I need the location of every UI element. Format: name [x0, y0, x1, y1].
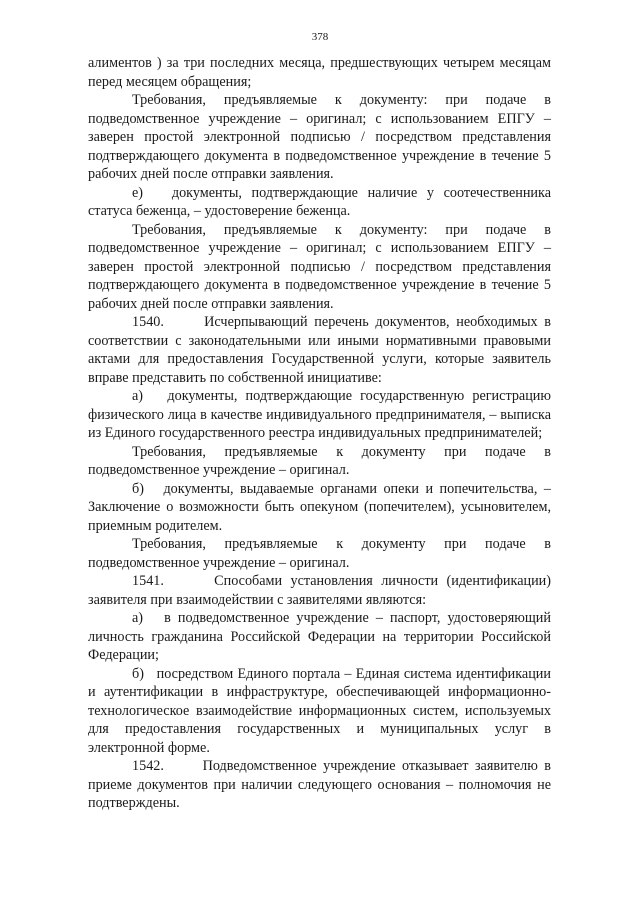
- paragraph-alimony-continuation: алиментов ) за три последних месяца, предшествующих четырем месяцам перед месяцем обращения;: [88, 55, 551, 90]
- paragraph-requirements-3: Требования, предъявляемые к документу при подаче в подведомственное учреждение – оригинал.: [88, 443, 551, 478]
- paragraph-item-a-entrepreneur: а) документы, подтверждающие государственную регистрацию физического лица в качестве индивидуального предпринимателя, – выписка из Единого государственного реестра индивидуальных предпринимателей;: [88, 388, 551, 441]
- paragraph-requirements-2: Требования, предъявляемые к документу: при подаче в подведомственное учреждение – оригинал; с использованием ЕПГУ – заверен простой электронной подписью / посредством представления подтверждающего документа в подведомственное учреждение в течение 5 рабочих дней после отправки заявления.: [88, 221, 551, 312]
- paragraph-clause-1542: 1542. Подведомственное учреждение отказывает заявителю в приеме документов при наличии следующего основания – полномочия не подтверждены.: [88, 758, 551, 811]
- document-body: [88, 54, 551, 813]
- paragraph-item-a-passport: а) в подведомственное учреждение – паспорт, удостоверяющий личность гражданина Российской Федерации на территории Российской Федерации;: [88, 610, 551, 663]
- paragraph-item-b-esia: б) посредством Единого портала – Единая система идентификации и аутентификации в инфраструктуре, обеспечивающей информационно-технологическое взаимодействие информационных систем, используемых для предоставления государственных и муниципальных услуг в электронной форме.: [88, 665, 551, 756]
- paragraph-clause-1540: 1540. Исчерпывающий перечень документов, необходимых в соответствии с законодательными или иными нормативными правовыми актами для предоставления Государственной услуги, которые заявитель вправе представить по собственной инициативе:: [88, 314, 551, 386]
- paragraph-item-b-guardianship: б) документы, выдаваемые органами опеки и попечительства, – Заключение о возможности быть опекуном (попечителем), усыновителем, приемным родителем.: [88, 480, 551, 534]
- paragraph-requirements-4: Требования, предъявляемые к документу при подаче в подведомственное учреждение – оригинал.: [88, 536, 551, 571]
- paragraph-clause-1541: 1541. Способами установления личности (идентификации) заявителя при взаимодействии с заявителями являются:: [88, 573, 551, 608]
- page-number: 378: [311, 31, 329, 43]
- paragraph-item-e-refugee: е) документы, подтверждающие наличие у соотечественника статуса беженца, – удостоверение беженца.: [88, 184, 551, 219]
- paragraph-requirements-1: Требования, предъявляемые к документу: при подаче в подведомственное учреждение – оригинал; с использованием ЕПГУ – заверен простой электронной подписью / посредством представления подтверждающего документа в подведомственное учреждение в течение 5 рабочих дней после отправки заявления.: [88, 92, 551, 182]
